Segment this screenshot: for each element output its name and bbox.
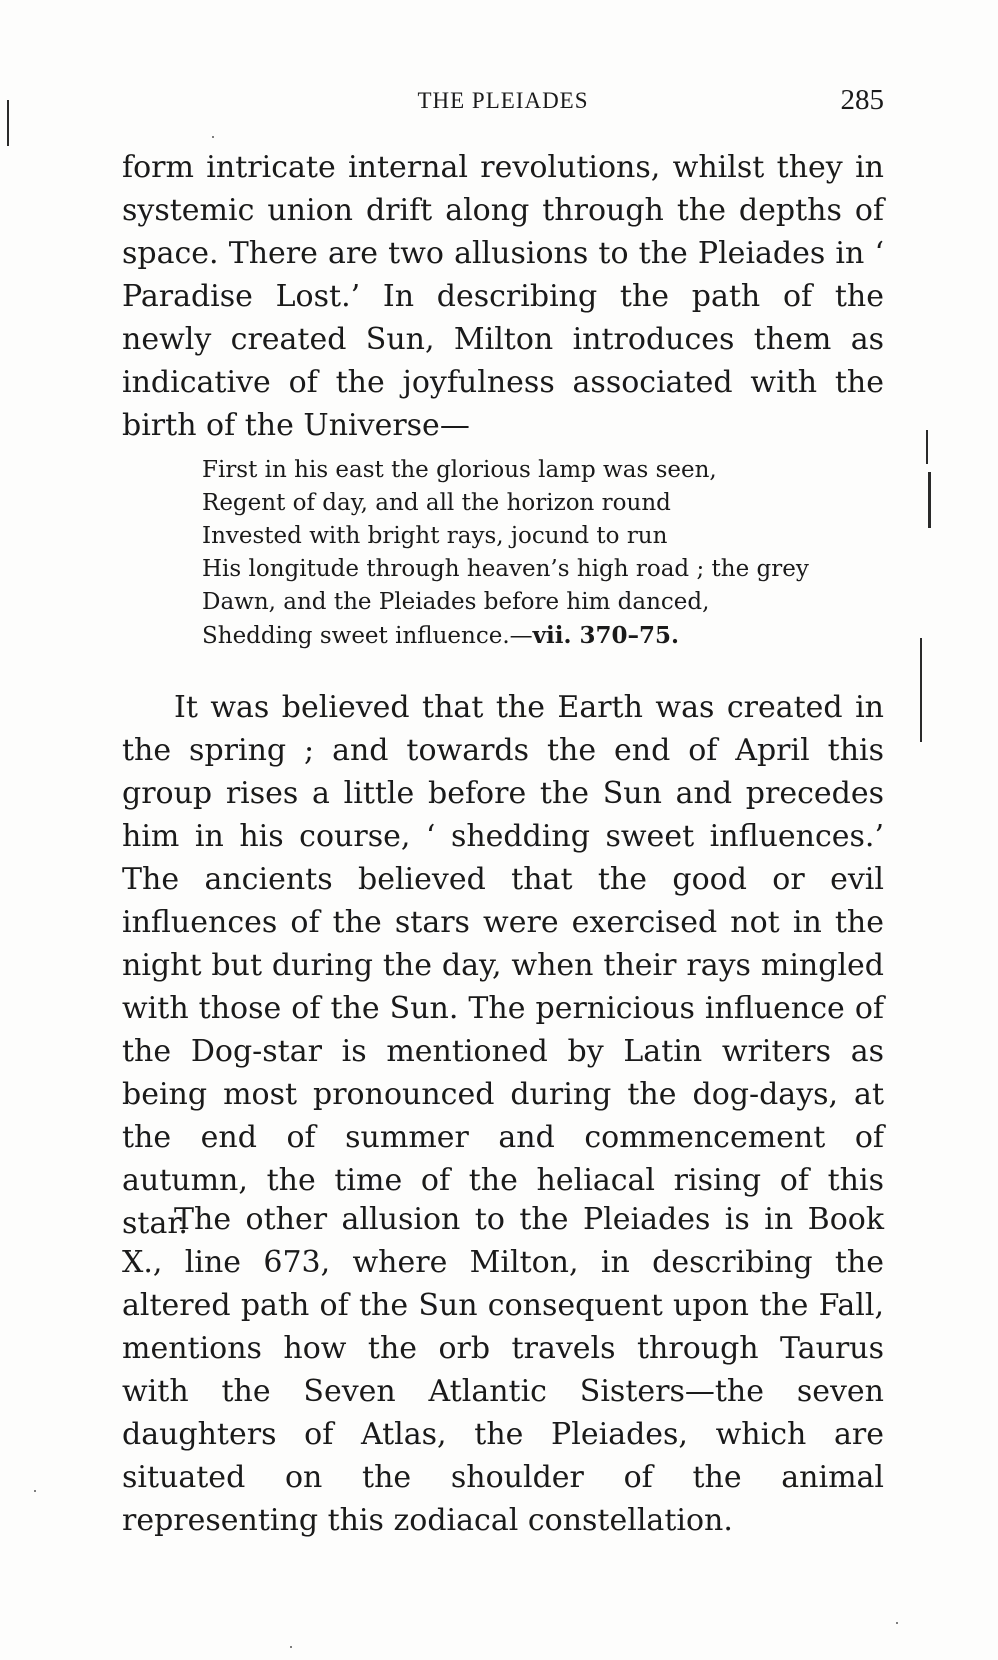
paragraph-3: The other allusion to the Pleiades is in Book X., line 673, where Milton, in describing the altered path of the Sun consequent upon the Fall, mentions how the orb travels through Taurus with the Seven Atlantic Sisters—the seven daughters of Atlas, the Pleiades, which are situated on the shoulder of the animal representing this zodiacal constellation.	[122, 1202, 884, 1538]
poem-line-1: First in his east the glorious lamp was seen,	[202, 457, 717, 483]
poem-line-2: Regent of day, and all the horizon round	[202, 490, 671, 516]
right-margin-mark-3	[920, 638, 922, 742]
speck-1	[212, 136, 214, 138]
left-edge-mark	[7, 100, 9, 146]
speck-4	[290, 1646, 292, 1648]
speck-2	[34, 1490, 36, 1492]
poem-line-6	[202, 619, 842, 653]
paragraph-2: It was believed that the Earth was created in the spring ; and towards the end of April this group rises a little before the Sun and precedes him in his course, ‘ shedding sweet influences.’ The ancients believed that the good or evil influences of the stars were exercised not in the night but during the day, when their rays mingled with those of the Sun. The pernicious influence of the Dog-star is mentioned by Latin writers as being most pronounced during the dog-days, at the end of summer and commencement of autumn, the time of the heliacal rising of this star.	[122, 690, 884, 1241]
right-margin-mark-2	[928, 472, 931, 528]
paragraph-1: form intricate internal revolutions, whilst they in systemic union drift along through the depths of space. There are two allusions to the Pleiades in ‘ Paradise Lost.’ In describing the path of the newly created Sun, Milton introduces them as indicative of the joyfulness associated with the birth of the Universe—	[122, 150, 884, 443]
right-margin-mark-1	[926, 430, 928, 464]
poem-line-5: Dawn, and the Pleiades before him danced,	[202, 589, 710, 615]
poem-line-3: Invested with bright rays, jocund to run	[202, 523, 668, 549]
poem-line-6-text: Shedding sweet influence.—	[202, 623, 533, 649]
poem-line-4: His longitude through heaven’s high road ; the grey	[202, 556, 809, 582]
poem-quotation	[202, 454, 842, 653]
running-title: THE PLEIADES	[417, 88, 589, 113]
running-head	[122, 84, 884, 128]
page-number: 285	[840, 84, 884, 116]
poem-citation: vii. 370–75.	[532, 622, 680, 649]
speck-3	[896, 1622, 898, 1624]
